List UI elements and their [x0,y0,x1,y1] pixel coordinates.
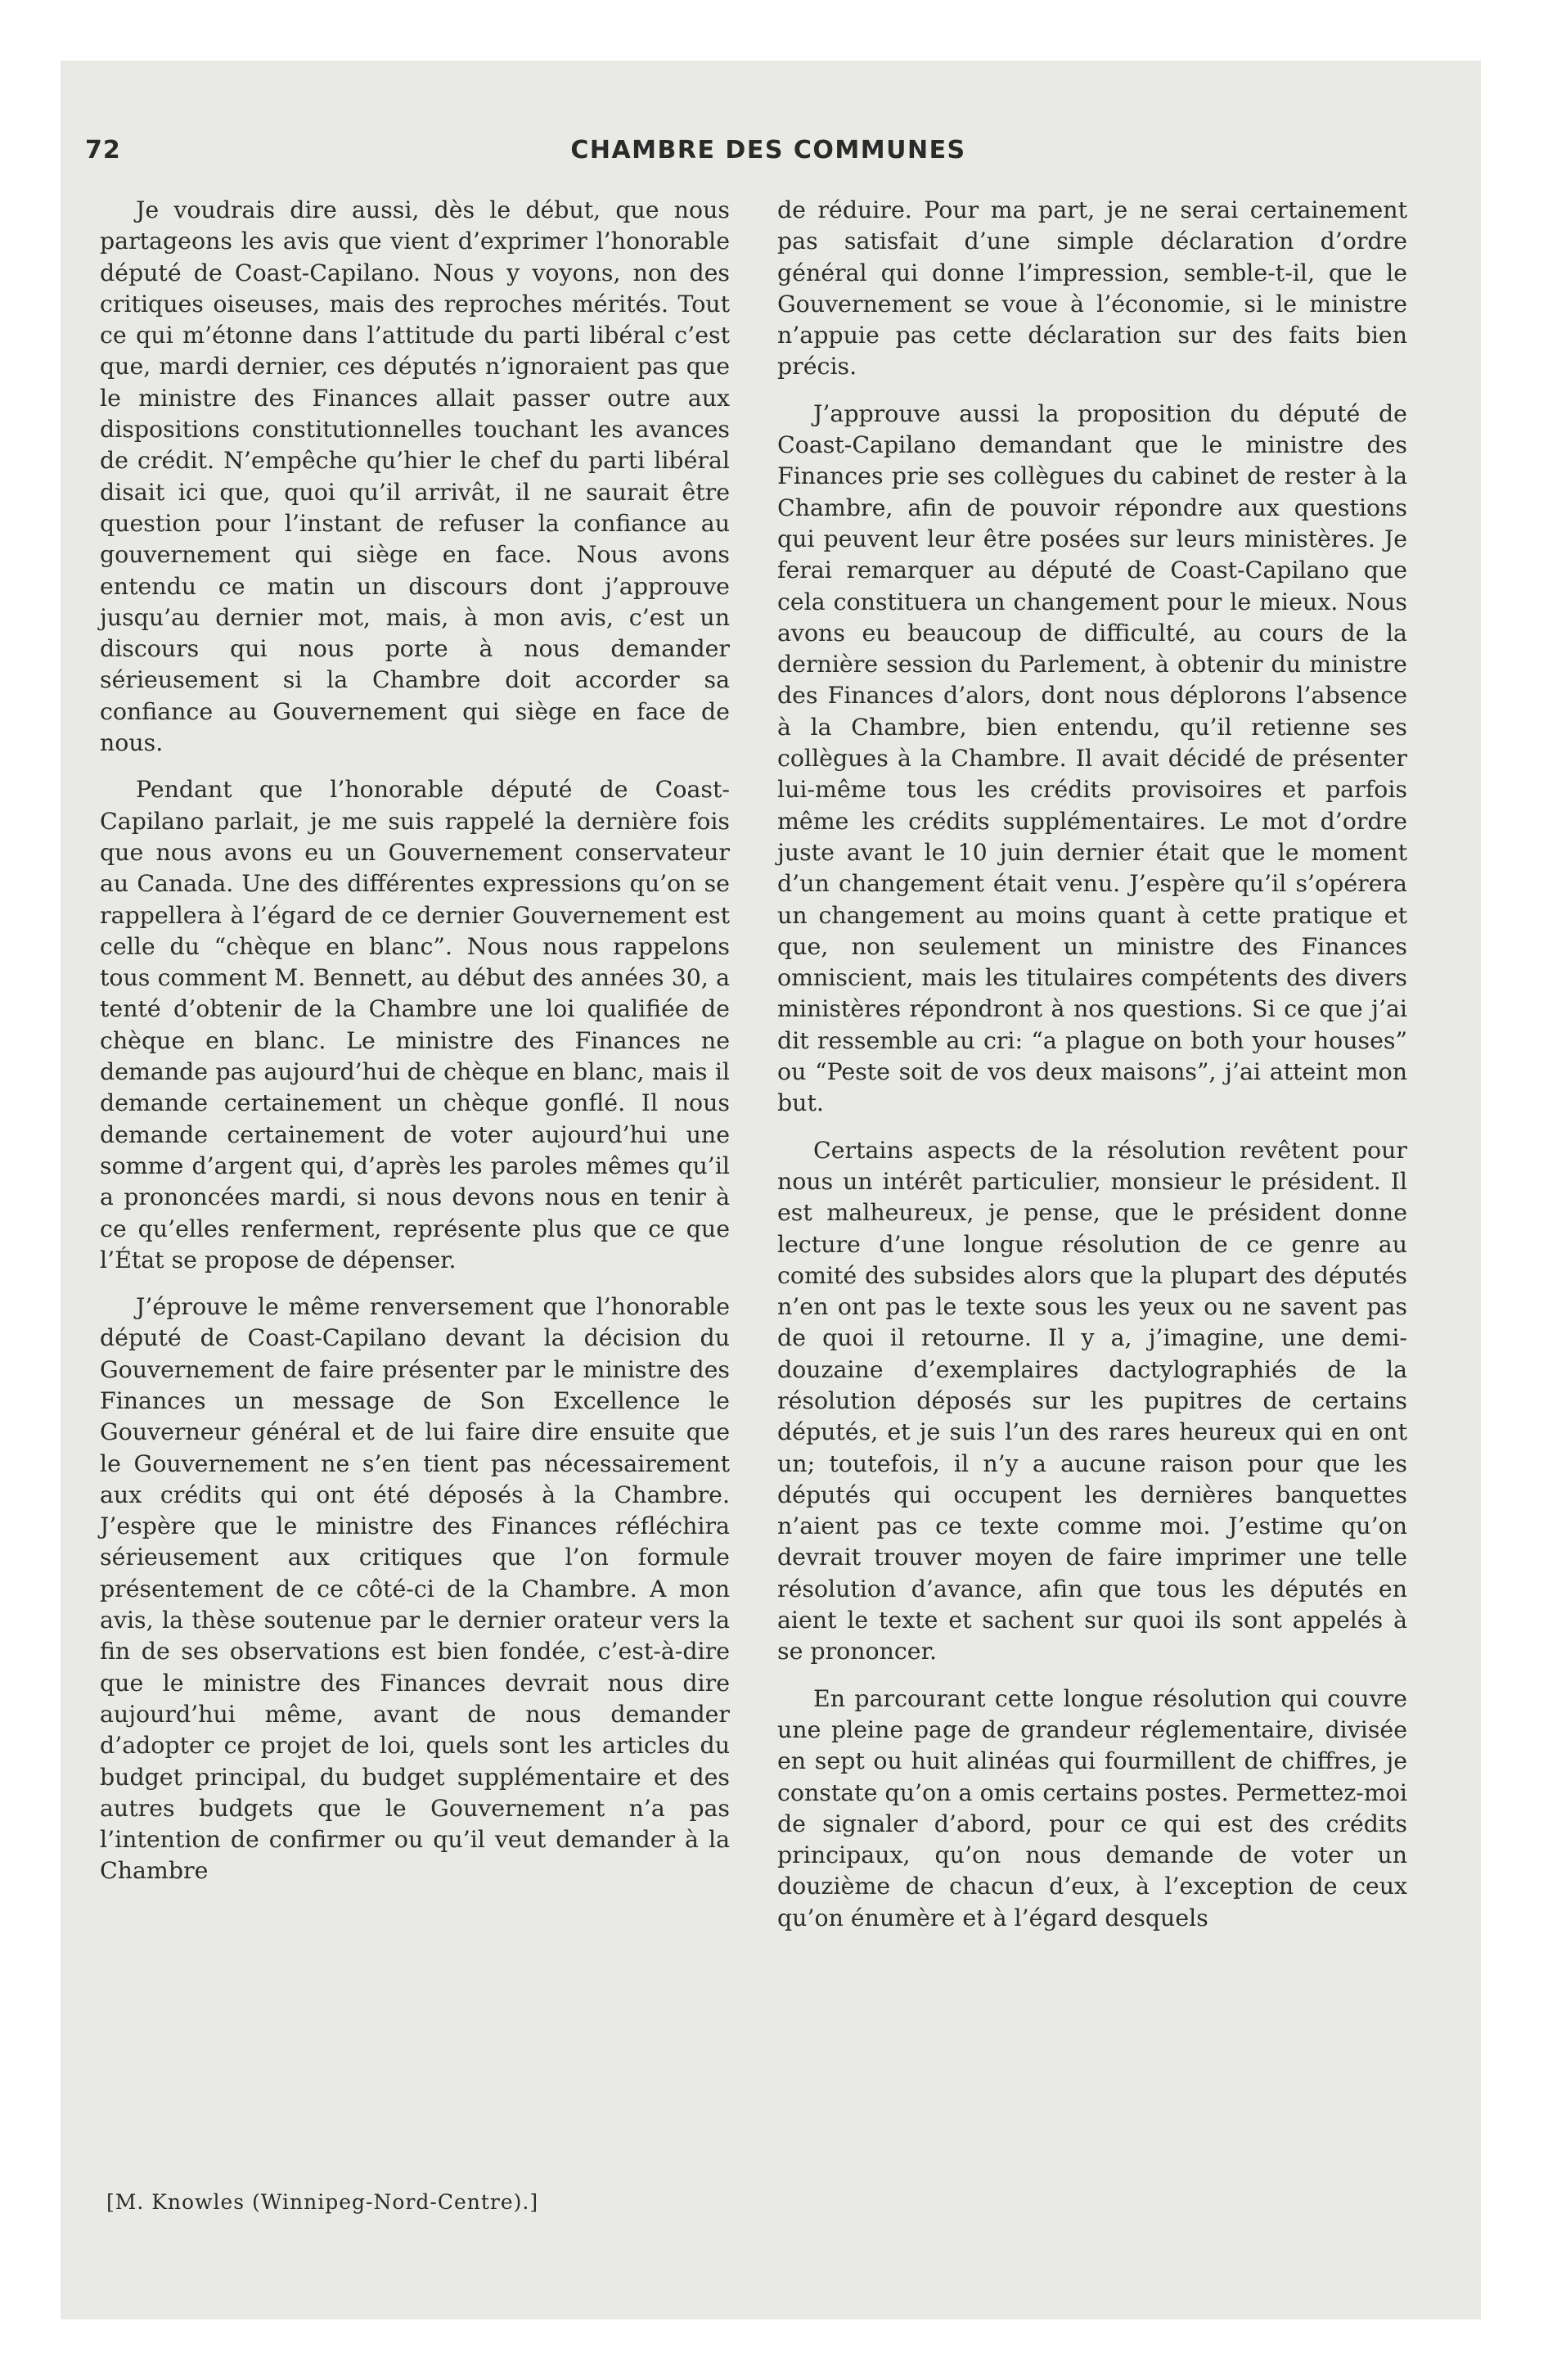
speaker-attribution: [M. Knowles (Winnipeg-Nord-Centre).] [106,2190,539,2214]
left-column [100,195,730,1887]
paragraph: En parcourant cette longue résolution qui couvre une pleine page de grandeur réglementaire, divisée en sept ou huit alinéas qui fourmillent de chiffres, je constate qu’on a omis certains postes. Permettez-moi de signaler d’abord, pour ce qui est des crédits principaux, qu’on nous demande de voter un douzième de chacun d’eux, à l’exception de ceux qu’on énumère et à l’égard desquels [777,1684,1407,1931]
paragraph-continuation: de réduire. Pour ma part, je ne serai certainement pas satisfait d’une simple déclaration d’ordre général qui donne l’impression, semble-t-il, que le Gouvernement se voue à l’économie, si le ministre n’appuie pas cette déclaration sur des faits bien précis. [777,196,1407,381]
paragraph: J’éprouve le même renversement que l’honorable député de Coast-Capilano devant la décision du Gouvernement de faire présenter par le ministre des Finances un message de Son Excellence le Gouverneur général et de lui faire dire ensuite que le Gouvernement ne s’en tient pas nécessairement aux crédits qui ont été déposés à la Chambre. J’espère que le ministre des Finances réfléchira sérieusement aux critiques que l’on formule présentement de ce côté-ci de la Chambre. A mon avis, la thèse soutenue par le dernier orateur vers la fin de ses observations est bien fondée, c’est-à-dire que le ministre des Finances devrait nous dire aujourd’hui même, avant de nous demander d’adopter ce projet de loi, quels sont les articles du budget principal, du budget supplémentaire et des autres budgets que le Gouvernement n’a pas l’intention de confirmer ou qu’il veut demander à la Chambre [100,1293,730,1885]
paragraph: Pendant que l’honorable député de Coast-Capilano parlait, je me suis rappelé la dernière fois que nous avons eu un Gouvernement conservateur au Canada. Une des différentes expressions qu’on se rappellera à l’égard de ce dernier Gouvernement est celle du “chèque en blanc”. Nous nous rappelons tous comment M. Bennett, au début des années 30, a tenté d’obtenir de la Chambre une loi qualifiée de chèque en blanc. Le ministre des Finances ne demande pas aujourd’hui de chèque en blanc, mais il demande certainement un chèque gonflé. Il nous demande certainement de voter aujourd’hui une somme d’argent qui, d’après les paroles mêmes qu’il a prononcées mardi, si nous devons nous en tenir à ce qu’elles renferment, représente plus que ce que l’État se propose de dépenser. [100,776,730,1273]
paragraph: J’approuve aussi la proposition du député de Coast-Capilano demandant que le ministre des Finances prie ses collègues du cabinet de rester à la Chambre, afin de pouvoir répondre aux questions qui peuvent leur être posées sur leurs ministères. Je ferai remarquer au député de Coast-Capilano que cela constituera un changement pour le mieux. Nous avons eu beaucoup de difficulté, au cours de la dernière session du Parlement, à obtenir du ministre des Finances d’alors, dont nous déplorons l’absence à la Chambre, bien entendu, qu’il retienne ses collègues à la Chambre. Il avait décidé de présenter lui-même tous les crédits provisoires et parfois même les crédits supplémentaires. Le mot d’ordre juste avant le 10 juin dernier était que le moment d’un changement était venu. J’espère qu’il s’opérera un changement au moins quant à cette pratique et que, non seulement un ministre des Finances omniscient, mais les titulaires compétents des divers ministères répondront à nos questions. Si ce que j’ai dit ressemble au cri: “a plague on both your houses” ou “Peste soit de vos deux maisons”, j’ai atteint mon but. [777,399,1407,1117]
page-number: 72 [85,136,121,165]
paragraph: Je voudrais dire aussi, dès le début, que nous partageons les avis que vient d’exprimer l’honorable député de Coast-Capilano. Nous y voyons, non des critiques oiseuses, mais des reproches mérités. Tout ce qui m’étonne dans l’attitude du parti libéral c’est que, mardi dernier, ces députés n’ignoraient pas que le ministre des Finances allait passer outre aux dispositions constitutionnelles touchant les avances de crédit. N’empêche qu’hier le chef du parti libéral disait ici que, quoi qu’il arrivât, il ne saurait être question pour l’instant de refuser la confiance au gouvernement qui siège en face. Nous avons entendu ce matin un discours dont j’approuve jusqu’au dernier mot, mais, à mon avis, c’est un discours qui nous porte à nous demander sérieusement si la Chambre doit accorder sa confiance au Gouvernement qui siège en face de nous. [100,196,730,757]
page-header [85,136,1451,177]
running-title: CHAMBRE DES COMMUNES [570,136,966,165]
paragraph: Certains aspects de la résolution revêtent pour nous un intérêt particulier, monsieur le président. Il est malheureux, je pense, que le président donne lecture d’une longue résolution de ce genre au comité des subsides alors que la plupart des députés n’en ont pas le texte sous les yeux ou ne savent pas de quoi il retourne. Il y a, j’imagine, une demi-douzaine d’exemplaires dactylographiés de la résolution déposés sur les pupitres de certains députés, et je suis l’un des rares heureux qui en ont un; toutefois, il n’y a aucune raison pour que les députés qui occupent les dernières banquettes n’aient pas ce texte comme moi. J’estime qu’on devrait trouver moyen de faire imprimer une telle résolution d’avance, afin que tous les députés en aient le texte et sachent sur quoi ils sont appelés à se prononcer. [777,1136,1407,1666]
right-column [777,195,1407,1934]
